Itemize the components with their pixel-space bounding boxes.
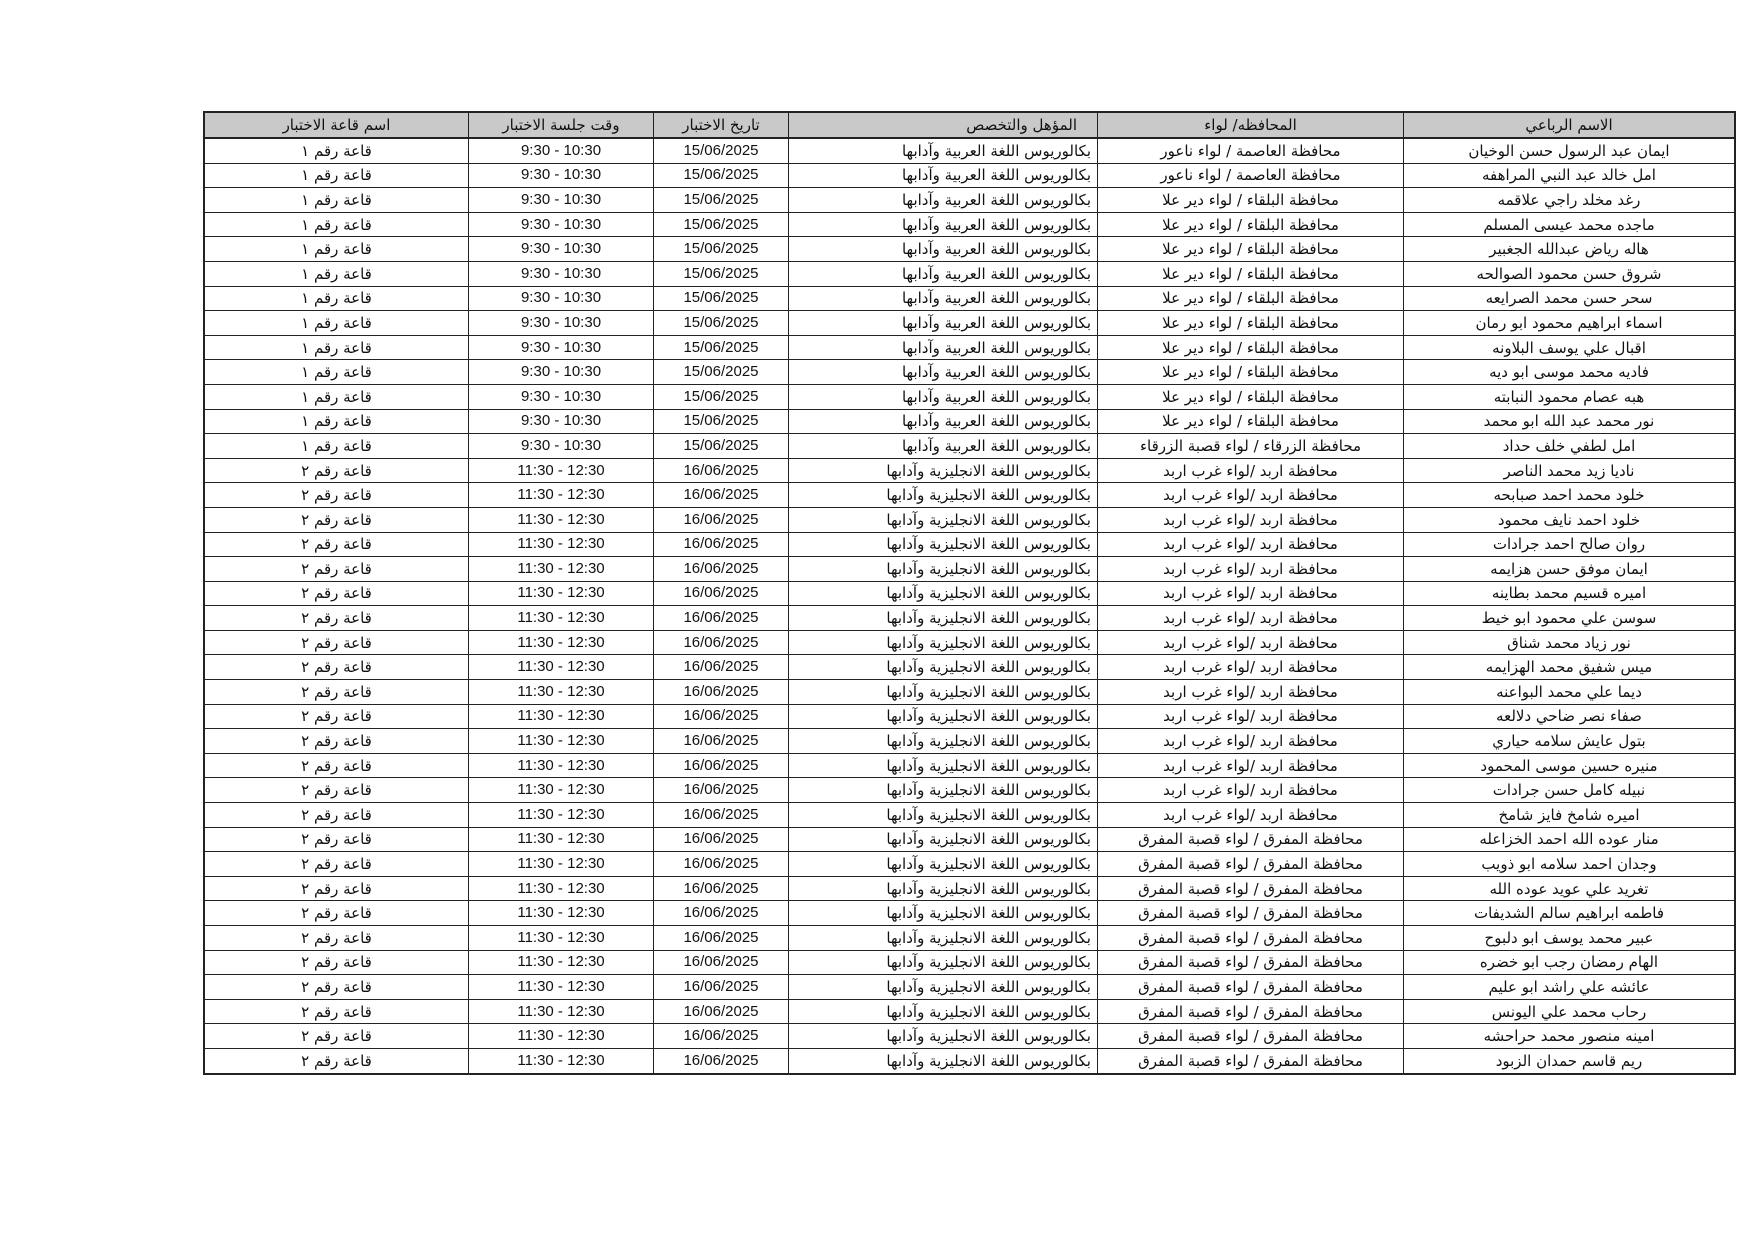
- cell-room: قاعة رقم ٢: [204, 655, 469, 680]
- cell-name: اسماء ابراهيم محمود ابو رمان: [1404, 311, 1736, 336]
- table-row: [204, 212, 1735, 237]
- table-row: [204, 852, 1735, 877]
- cell-room: قاعة رقم ١: [204, 261, 469, 286]
- cell-governorate: محافظة المفرق / لواء قصبة المفرق: [1098, 827, 1404, 852]
- cell-name: شروق حسن محمود الصوالحه: [1404, 261, 1736, 286]
- table-row: [204, 1048, 1735, 1073]
- cell-governorate: محافظة اربد /لواء غرب اربد: [1098, 729, 1404, 754]
- table-row: [204, 384, 1735, 409]
- cell-qualification: بكالوريوس اللغة الانجليزية وآدابها: [789, 827, 1098, 852]
- cell-governorate: محافظة اربد /لواء غرب اربد: [1098, 778, 1404, 803]
- header-row: [204, 112, 1735, 138]
- cell-qualification: بكالوريوس اللغة الانجليزية وآدابها: [789, 1024, 1098, 1049]
- cell-name: ايمان عبد الرسول حسن الوخيان: [1404, 138, 1736, 163]
- cell-exam-date: 16/06/2025: [654, 704, 789, 729]
- table-row: [204, 606, 1735, 631]
- header-name: الاسم الرباعي: [1404, 112, 1736, 138]
- cell-governorate: محافظة المفرق / لواء قصبة المفرق: [1098, 1024, 1404, 1049]
- cell-name: اميره قسيم محمد بطاينه: [1404, 581, 1736, 606]
- cell-name: رغد مخلد راجي علاقمه: [1404, 188, 1736, 213]
- table-row: [204, 163, 1735, 188]
- cell-governorate: محافظة البلقاء / لواء دير علا: [1098, 360, 1404, 385]
- cell-qualification: بكالوريوس اللغة الانجليزية وآدابها: [789, 876, 1098, 901]
- cell-session-time: 11:30 - 12:30: [469, 926, 654, 951]
- cell-qualification: بكالوريوس اللغة الانجليزية وآدابها: [789, 630, 1098, 655]
- cell-name: خلود محمد احمد صبابحه: [1404, 483, 1736, 508]
- cell-governorate: محافظة اربد /لواء غرب اربد: [1098, 753, 1404, 778]
- table-row: [204, 901, 1735, 926]
- cell-name: ايمان موفق حسن هزايمه: [1404, 557, 1736, 582]
- cell-governorate: محافظة البلقاء / لواء دير علا: [1098, 409, 1404, 434]
- cell-session-time: 9:30 - 10:30: [469, 261, 654, 286]
- cell-name: وجدان احمد سلامه ابو ذويب: [1404, 852, 1736, 877]
- table-row: [204, 876, 1735, 901]
- cell-exam-date: 16/06/2025: [654, 532, 789, 557]
- cell-name: ناديا زيد محمد الناصر: [1404, 458, 1736, 483]
- cell-session-time: 11:30 - 12:30: [469, 975, 654, 1000]
- cell-session-time: 11:30 - 12:30: [469, 532, 654, 557]
- cell-session-time: 9:30 - 10:30: [469, 138, 654, 163]
- cell-room: قاعة رقم ١: [204, 311, 469, 336]
- cell-qualification: بكالوريوس اللغة الانجليزية وآدابها: [789, 704, 1098, 729]
- header-session-time: وقت جلسة الاختبار: [469, 112, 654, 138]
- cell-name: اميره شامخ فايز شامخ: [1404, 803, 1736, 828]
- cell-exam-date: 16/06/2025: [654, 557, 789, 582]
- cell-room: قاعة رقم ١: [204, 286, 469, 311]
- cell-exam-date: 16/06/2025: [654, 852, 789, 877]
- cell-name: امينه منصور محمد حراحشه: [1404, 1024, 1736, 1049]
- table-row: [204, 458, 1735, 483]
- table-row: [204, 803, 1735, 828]
- cell-exam-date: 15/06/2025: [654, 188, 789, 213]
- cell-session-time: 11:30 - 12:30: [469, 557, 654, 582]
- cell-governorate: محافظة اربد /لواء غرب اربد: [1098, 803, 1404, 828]
- table-row: [204, 532, 1735, 557]
- cell-name: منار عوده الله احمد الخزاعله: [1404, 827, 1736, 852]
- cell-governorate: محافظة اربد /لواء غرب اربد: [1098, 532, 1404, 557]
- cell-room: قاعة رقم ١: [204, 434, 469, 459]
- cell-exam-date: 16/06/2025: [654, 630, 789, 655]
- cell-name: بتول عايش سلامه حياري: [1404, 729, 1736, 754]
- table-row: [204, 729, 1735, 754]
- cell-exam-date: 16/06/2025: [654, 581, 789, 606]
- cell-exam-date: 15/06/2025: [654, 409, 789, 434]
- cell-governorate: محافظة اربد /لواء غرب اربد: [1098, 581, 1404, 606]
- table-row: [204, 655, 1735, 680]
- cell-name: ديما علي محمد البواعنه: [1404, 680, 1736, 705]
- cell-room: قاعة رقم ٢: [204, 876, 469, 901]
- cell-name: فاطمه ابراهيم سالم الشديفات: [1404, 901, 1736, 926]
- cell-room: قاعة رقم ٢: [204, 852, 469, 877]
- cell-governorate: محافظة البلقاء / لواء دير علا: [1098, 237, 1404, 262]
- table-row: [204, 237, 1735, 262]
- cell-name: رحاب محمد علي اليونس: [1404, 999, 1736, 1024]
- cell-exam-date: 15/06/2025: [654, 163, 789, 188]
- cell-exam-date: 16/06/2025: [654, 827, 789, 852]
- cell-qualification: بكالوريوس اللغة العربية وآدابها: [789, 434, 1098, 459]
- cell-name: امل خالد عبد النبي المراهفه: [1404, 163, 1736, 188]
- cell-governorate: محافظة المفرق / لواء قصبة المفرق: [1098, 1048, 1404, 1073]
- cell-exam-date: 16/06/2025: [654, 507, 789, 532]
- cell-qualification: بكالوريوس اللغة العربية وآدابها: [789, 261, 1098, 286]
- cell-qualification: بكالوريوس اللغة العربية وآدابها: [789, 237, 1098, 262]
- table-row: [204, 999, 1735, 1024]
- cell-governorate: محافظة المفرق / لواء قصبة المفرق: [1098, 926, 1404, 951]
- cell-session-time: 9:30 - 10:30: [469, 434, 654, 459]
- cell-room: قاعة رقم ٢: [204, 950, 469, 975]
- cell-session-time: 11:30 - 12:30: [469, 680, 654, 705]
- cell-exam-date: 16/06/2025: [654, 778, 789, 803]
- cell-exam-date: 15/06/2025: [654, 286, 789, 311]
- cell-exam-date: 16/06/2025: [654, 655, 789, 680]
- cell-session-time: 9:30 - 10:30: [469, 335, 654, 360]
- cell-session-time: 11:30 - 12:30: [469, 876, 654, 901]
- cell-exam-date: 16/06/2025: [654, 1048, 789, 1073]
- cell-governorate: محافظة المفرق / لواء قصبة المفرق: [1098, 852, 1404, 877]
- cell-name: ريم قاسم حمدان الزبود: [1404, 1048, 1736, 1073]
- header-room: اسم قاعة الاختبار: [204, 112, 469, 138]
- table-row: [204, 483, 1735, 508]
- cell-qualification: بكالوريوس اللغة العربية وآدابها: [789, 212, 1098, 237]
- cell-governorate: محافظة العاصمة / لواء ناعور: [1098, 163, 1404, 188]
- cell-room: قاعة رقم ٢: [204, 483, 469, 508]
- cell-governorate: محافظة العاصمة / لواء ناعور: [1098, 138, 1404, 163]
- cell-qualification: بكالوريوس اللغة العربية وآدابها: [789, 138, 1098, 163]
- table-row: [204, 138, 1735, 163]
- cell-room: قاعة رقم ٢: [204, 581, 469, 606]
- table-body: [204, 138, 1735, 1074]
- cell-session-time: 11:30 - 12:30: [469, 581, 654, 606]
- table-row: [204, 704, 1735, 729]
- cell-room: قاعة رقم ٢: [204, 557, 469, 582]
- cell-governorate: محافظة البلقاء / لواء دير علا: [1098, 311, 1404, 336]
- cell-session-time: 11:30 - 12:30: [469, 852, 654, 877]
- cell-exam-date: 15/06/2025: [654, 360, 789, 385]
- cell-exam-date: 16/06/2025: [654, 729, 789, 754]
- cell-name: هاله رياض عبدالله الجغبير: [1404, 237, 1736, 262]
- cell-room: قاعة رقم ٢: [204, 1024, 469, 1049]
- cell-qualification: بكالوريوس اللغة الانجليزية وآدابها: [789, 975, 1098, 1000]
- cell-qualification: بكالوريوس اللغة الانجليزية وآدابها: [789, 926, 1098, 951]
- cell-name: سوسن علي محمود ابو خيط: [1404, 606, 1736, 631]
- cell-name: خلود احمد نايف محمود: [1404, 507, 1736, 532]
- cell-name: نبيله كامل حسن جرادات: [1404, 778, 1736, 803]
- header-qualification: المؤهل والتخصص: [789, 112, 1098, 138]
- cell-governorate: محافظة المفرق / لواء قصبة المفرق: [1098, 999, 1404, 1024]
- cell-name: ماجده محمد عيسى المسلم: [1404, 212, 1736, 237]
- cell-room: قاعة رقم ٢: [204, 778, 469, 803]
- cell-exam-date: 16/06/2025: [654, 680, 789, 705]
- cell-name: صفاء نصر ضاحي دلالعه: [1404, 704, 1736, 729]
- cell-governorate: محافظة اربد /لواء غرب اربد: [1098, 507, 1404, 532]
- cell-governorate: محافظة البلقاء / لواء دير علا: [1098, 188, 1404, 213]
- cell-session-time: 11:30 - 12:30: [469, 803, 654, 828]
- cell-name: امل لطفي خلف حداد: [1404, 434, 1736, 459]
- header-governorate: المحافظه/ لواء: [1098, 112, 1404, 138]
- cell-governorate: محافظة البلقاء / لواء دير علا: [1098, 261, 1404, 286]
- cell-qualification: بكالوريوس اللغة العربية وآدابها: [789, 286, 1098, 311]
- cell-governorate: محافظة اربد /لواء غرب اربد: [1098, 606, 1404, 631]
- cell-exam-date: 16/06/2025: [654, 999, 789, 1024]
- cell-exam-date: 16/06/2025: [654, 1024, 789, 1049]
- cell-room: قاعة رقم ٢: [204, 458, 469, 483]
- cell-name: عبير محمد يوسف ابو دلبوح: [1404, 926, 1736, 951]
- table-row: [204, 261, 1735, 286]
- cell-room: قاعة رقم ٢: [204, 901, 469, 926]
- cell-exam-date: 15/06/2025: [654, 311, 789, 336]
- table-row: [204, 557, 1735, 582]
- cell-qualification: بكالوريوس اللغة الانجليزية وآدابها: [789, 950, 1098, 975]
- cell-governorate: محافظة اربد /لواء غرب اربد: [1098, 557, 1404, 582]
- cell-exam-date: 15/06/2025: [654, 434, 789, 459]
- cell-session-time: 9:30 - 10:30: [469, 384, 654, 409]
- cell-governorate: محافظة المفرق / لواء قصبة المفرق: [1098, 876, 1404, 901]
- cell-session-time: 9:30 - 10:30: [469, 286, 654, 311]
- cell-exam-date: 15/06/2025: [654, 212, 789, 237]
- table-row: [204, 778, 1735, 803]
- cell-name: نور زياد محمد شناق: [1404, 630, 1736, 655]
- cell-exam-date: 15/06/2025: [654, 138, 789, 163]
- cell-exam-date: 15/06/2025: [654, 384, 789, 409]
- table-row: [204, 975, 1735, 1000]
- table-row: [204, 1024, 1735, 1049]
- cell-room: قاعة رقم ١: [204, 335, 469, 360]
- cell-room: قاعة رقم ١: [204, 237, 469, 262]
- cell-qualification: بكالوريوس اللغة الانجليزية وآدابها: [789, 901, 1098, 926]
- cell-session-time: 9:30 - 10:30: [469, 163, 654, 188]
- cell-room: قاعة رقم ١: [204, 360, 469, 385]
- cell-qualification: بكالوريوس اللغة الانجليزية وآدابها: [789, 999, 1098, 1024]
- cell-exam-date: 16/06/2025: [654, 458, 789, 483]
- cell-room: قاعة رقم ٢: [204, 999, 469, 1024]
- cell-exam-date: 15/06/2025: [654, 261, 789, 286]
- cell-session-time: 11:30 - 12:30: [469, 999, 654, 1024]
- cell-exam-date: 16/06/2025: [654, 975, 789, 1000]
- cell-exam-date: 16/06/2025: [654, 950, 789, 975]
- cell-name: الهام رمضان رجب ابو خضره: [1404, 950, 1736, 975]
- cell-room: قاعة رقم ٢: [204, 975, 469, 1000]
- cell-qualification: بكالوريوس اللغة الانجليزية وآدابها: [789, 852, 1098, 877]
- cell-exam-date: 15/06/2025: [654, 237, 789, 262]
- cell-qualification: بكالوريوس اللغة العربية وآدابها: [789, 311, 1098, 336]
- cell-qualification: بكالوريوس اللغة الانجليزية وآدابها: [789, 1048, 1098, 1073]
- cell-room: قاعة رقم ٢: [204, 753, 469, 778]
- cell-session-time: 9:30 - 10:30: [469, 188, 654, 213]
- cell-qualification: بكالوريوس اللغة العربية وآدابها: [789, 188, 1098, 213]
- cell-qualification: بكالوريوس اللغة الانجليزية وآدابها: [789, 778, 1098, 803]
- cell-qualification: بكالوريوس اللغة الانجليزية وآدابها: [789, 729, 1098, 754]
- cell-session-time: 11:30 - 12:30: [469, 704, 654, 729]
- cell-session-time: 11:30 - 12:30: [469, 655, 654, 680]
- cell-session-time: 11:30 - 12:30: [469, 458, 654, 483]
- cell-exam-date: 16/06/2025: [654, 901, 789, 926]
- cell-session-time: 11:30 - 12:30: [469, 507, 654, 532]
- table-row: [204, 286, 1735, 311]
- table-row: [204, 630, 1735, 655]
- cell-session-time: 11:30 - 12:30: [469, 778, 654, 803]
- cell-exam-date: 16/06/2025: [654, 483, 789, 508]
- cell-session-time: 9:30 - 10:30: [469, 409, 654, 434]
- table-row: [204, 926, 1735, 951]
- table-row: [204, 335, 1735, 360]
- cell-qualification: بكالوريوس اللغة الانجليزية وآدابها: [789, 507, 1098, 532]
- cell-session-time: 11:30 - 12:30: [469, 901, 654, 926]
- table-row: [204, 360, 1735, 385]
- cell-room: قاعة رقم ٢: [204, 1048, 469, 1073]
- cell-name: فاديه محمد موسى ابو ديه: [1404, 360, 1736, 385]
- cell-room: قاعة رقم ١: [204, 409, 469, 434]
- cell-room: قاعة رقم ٢: [204, 507, 469, 532]
- cell-session-time: 11:30 - 12:30: [469, 950, 654, 975]
- cell-name: تغريد علي عويد عوده الله: [1404, 876, 1736, 901]
- cell-governorate: محافظة اربد /لواء غرب اربد: [1098, 483, 1404, 508]
- cell-name: اقبال علي يوسف البلاونه: [1404, 335, 1736, 360]
- cell-exam-date: 16/06/2025: [654, 926, 789, 951]
- cell-governorate: محافظة المفرق / لواء قصبة المفرق: [1098, 901, 1404, 926]
- cell-room: قاعة رقم ٢: [204, 704, 469, 729]
- cell-session-time: 9:30 - 10:30: [469, 212, 654, 237]
- cell-qualification: بكالوريوس اللغة الانجليزية وآدابها: [789, 803, 1098, 828]
- cell-name: ميس شفيق محمد الهزايمه: [1404, 655, 1736, 680]
- cell-session-time: 11:30 - 12:30: [469, 827, 654, 852]
- cell-session-time: 11:30 - 12:30: [469, 1048, 654, 1073]
- cell-room: قاعة رقم ٢: [204, 827, 469, 852]
- cell-governorate: محافظة اربد /لواء غرب اربد: [1098, 630, 1404, 655]
- cell-session-time: 11:30 - 12:30: [469, 630, 654, 655]
- cell-session-time: 9:30 - 10:30: [469, 237, 654, 262]
- cell-room: قاعة رقم ٢: [204, 630, 469, 655]
- cell-qualification: بكالوريوس اللغة الانجليزية وآدابها: [789, 557, 1098, 582]
- cell-qualification: بكالوريوس اللغة العربية وآدابها: [789, 335, 1098, 360]
- cell-room: قاعة رقم ١: [204, 163, 469, 188]
- cell-name: نور محمد عبد الله ابو محمد: [1404, 409, 1736, 434]
- cell-governorate: محافظة اربد /لواء غرب اربد: [1098, 680, 1404, 705]
- table-row: [204, 753, 1735, 778]
- cell-exam-date: 16/06/2025: [654, 753, 789, 778]
- cell-governorate: محافظة البلقاء / لواء دير علا: [1098, 384, 1404, 409]
- cell-governorate: محافظة البلقاء / لواء دير علا: [1098, 286, 1404, 311]
- cell-session-time: 11:30 - 12:30: [469, 483, 654, 508]
- cell-room: قاعة رقم ٢: [204, 606, 469, 631]
- table-row: [204, 827, 1735, 852]
- cell-session-time: 11:30 - 12:30: [469, 729, 654, 754]
- cell-qualification: بكالوريوس اللغة الانجليزية وآدابها: [789, 753, 1098, 778]
- cell-session-time: 9:30 - 10:30: [469, 360, 654, 385]
- cell-room: قاعة رقم ١: [204, 138, 469, 163]
- cell-qualification: بكالوريوس اللغة الانجليزية وآدابها: [789, 581, 1098, 606]
- cell-room: قاعة رقم ١: [204, 188, 469, 213]
- cell-governorate: محافظة البلقاء / لواء دير علا: [1098, 212, 1404, 237]
- cell-governorate: محافظة المفرق / لواء قصبة المفرق: [1098, 975, 1404, 1000]
- cell-qualification: بكالوريوس اللغة الانجليزية وآدابها: [789, 655, 1098, 680]
- table-row: [204, 507, 1735, 532]
- cell-name: عائشه علي راشد ابو عليم: [1404, 975, 1736, 1000]
- cell-session-time: 11:30 - 12:30: [469, 753, 654, 778]
- cell-session-time: 11:30 - 12:30: [469, 606, 654, 631]
- cell-qualification: بكالوريوس اللغة الانجليزية وآدابها: [789, 483, 1098, 508]
- cell-governorate: محافظة اربد /لواء غرب اربد: [1098, 458, 1404, 483]
- cell-governorate: محافظة اربد /لواء غرب اربد: [1098, 704, 1404, 729]
- cell-qualification: بكالوريوس اللغة العربية وآدابها: [789, 409, 1098, 434]
- cell-room: قاعة رقم ٢: [204, 803, 469, 828]
- table-row: [204, 311, 1735, 336]
- cell-name: منيره حسين موسى المحمود: [1404, 753, 1736, 778]
- cell-qualification: بكالوريوس اللغة العربية وآدابها: [789, 360, 1098, 385]
- cell-name: سحر حسن محمد الصرايعه: [1404, 286, 1736, 311]
- cell-session-time: 9:30 - 10:30: [469, 311, 654, 336]
- cell-exam-date: 16/06/2025: [654, 803, 789, 828]
- cell-qualification: بكالوريوس اللغة الانجليزية وآدابها: [789, 458, 1098, 483]
- cell-governorate: محافظة البلقاء / لواء دير علا: [1098, 335, 1404, 360]
- cell-exam-date: 15/06/2025: [654, 335, 789, 360]
- cell-name: روان صالح احمد جرادات: [1404, 532, 1736, 557]
- cell-room: قاعة رقم ٢: [204, 729, 469, 754]
- cell-exam-date: 16/06/2025: [654, 606, 789, 631]
- cell-governorate: محافظة المفرق / لواء قصبة المفرق: [1098, 950, 1404, 975]
- cell-room: قاعة رقم ٢: [204, 926, 469, 951]
- cell-room: قاعة رقم ٢: [204, 680, 469, 705]
- table-header: [204, 112, 1735, 138]
- header-exam-date: تاريخ الاختبار: [654, 112, 789, 138]
- cell-qualification: بكالوريوس اللغة الانجليزية وآدابها: [789, 532, 1098, 557]
- table-row: [204, 581, 1735, 606]
- cell-governorate: محافظة اربد /لواء غرب اربد: [1098, 655, 1404, 680]
- table-row: [204, 434, 1735, 459]
- cell-governorate: محافظة الزرقاء / لواء قصبة الزرقاء: [1098, 434, 1404, 459]
- cell-session-time: 11:30 - 12:30: [469, 1024, 654, 1049]
- cell-exam-date: 16/06/2025: [654, 876, 789, 901]
- cell-qualification: بكالوريوس اللغة العربية وآدابها: [789, 163, 1098, 188]
- cell-room: قاعة رقم ١: [204, 212, 469, 237]
- exam-schedule-table: [203, 111, 1736, 1075]
- cell-qualification: بكالوريوس اللغة الانجليزية وآدابها: [789, 606, 1098, 631]
- cell-qualification: بكالوريوس اللغة الانجليزية وآدابها: [789, 680, 1098, 705]
- cell-room: قاعة رقم ٢: [204, 532, 469, 557]
- cell-qualification: بكالوريوس اللغة العربية وآدابها: [789, 384, 1098, 409]
- cell-name: هبه عصام محمود النبابته: [1404, 384, 1736, 409]
- table-row: [204, 680, 1735, 705]
- cell-room: قاعة رقم ١: [204, 384, 469, 409]
- table-row: [204, 950, 1735, 975]
- table-row: [204, 188, 1735, 213]
- table-row: [204, 409, 1735, 434]
